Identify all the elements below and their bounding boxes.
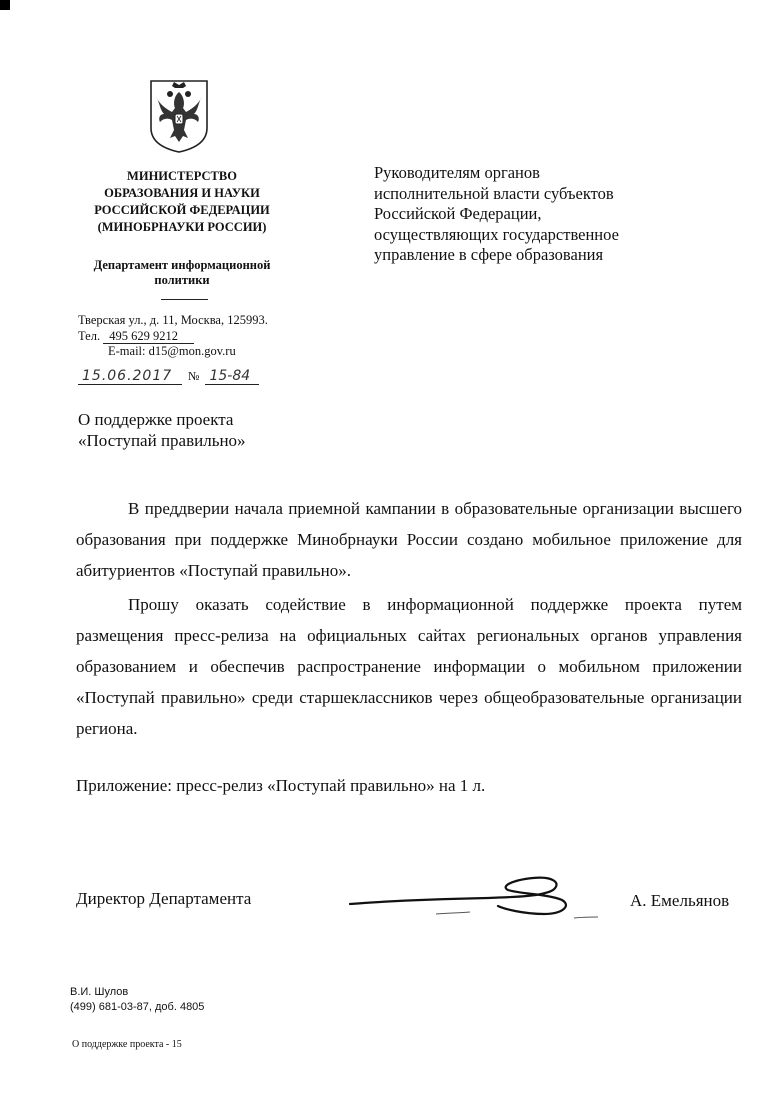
signatory-title: Директор Департамента (76, 889, 252, 908)
phone-label: Тел. (78, 329, 101, 343)
ministry-line: ОБРАЗОВАНИЯ И НАУКИ (104, 186, 260, 200)
ministry-line: РОССИЙСКОЙ ФЕДЕРАЦИИ (94, 203, 270, 217)
ministry-line: (МИНОБРНАУКИ РОССИИ) (97, 220, 267, 234)
ministry-address: Тверская ул., д. 11, Москва, 125993. (78, 313, 268, 327)
recipient-line: осуществляющих государственное (374, 224, 619, 244)
russian-coat-of-arms-icon (148, 78, 210, 154)
subject-line: О поддержке проекта (78, 410, 234, 429)
executor-block (70, 985, 204, 1015)
ministry-line: МИНИСТЕРСТВО (127, 169, 237, 183)
department-line: политики (154, 273, 210, 287)
recipient-line: Российской Федерации, (374, 204, 542, 223)
ministry-name (70, 168, 294, 236)
signatory-name: А. Емельянов (630, 891, 730, 910)
attachment-note: Приложение: пресс-релиз «Поступай правильно» на 1 л. (76, 776, 486, 795)
paragraph-text: Прошу оказать содействие в информационной поддержке проекта путем размещения пресс-релиза на официальных сайтах региональных органов управления образованием и обеспечив распространение информации о мобильном приложении «Поступай правильно» среди старшеклассников через общеобразовательные организации региона. (76, 595, 742, 738)
subject-line: «Поступай правильно» (78, 431, 246, 450)
ministry-phone (78, 329, 194, 344)
letter-date: 15.06.2017 (78, 368, 182, 385)
letter-number: 15-84 (205, 368, 259, 385)
department-name (60, 258, 304, 288)
scan-corner-mark (0, 0, 10, 10)
recipient-line: управление в сфере образования (374, 245, 604, 264)
paragraph-text: В преддверии начала приемной кампании в образовательные организации высшего образования при поддержке Минобрнауки России создано мобильное приложение для абитуриентов «Поступай правильно». (76, 499, 742, 580)
ministry-email: E-mail: d15@mon.gov.ru (108, 344, 236, 358)
phone-value: 495 629 9212 (103, 329, 194, 344)
body-paragraph-1 (76, 493, 742, 586)
recipient-line: исполнительной власти субъектов (374, 183, 614, 203)
recipient-block (374, 163, 619, 266)
letter-subject (78, 409, 246, 451)
letterhead-divider (161, 299, 208, 300)
footer-reference: О поддержке проекта - 15 (72, 1039, 182, 1050)
executor-phone: (499) 681-03-87, доб. 4805 (70, 1001, 205, 1013)
department-line: Департамент информационной (93, 258, 271, 272)
body-paragraph-2 (76, 589, 742, 744)
handwritten-signature (348, 868, 598, 928)
executor-name: В.И. Шулов (70, 986, 129, 998)
recipient-line: Руководителям органов (374, 163, 540, 182)
registration-line (78, 368, 259, 385)
number-label: № (188, 369, 200, 383)
